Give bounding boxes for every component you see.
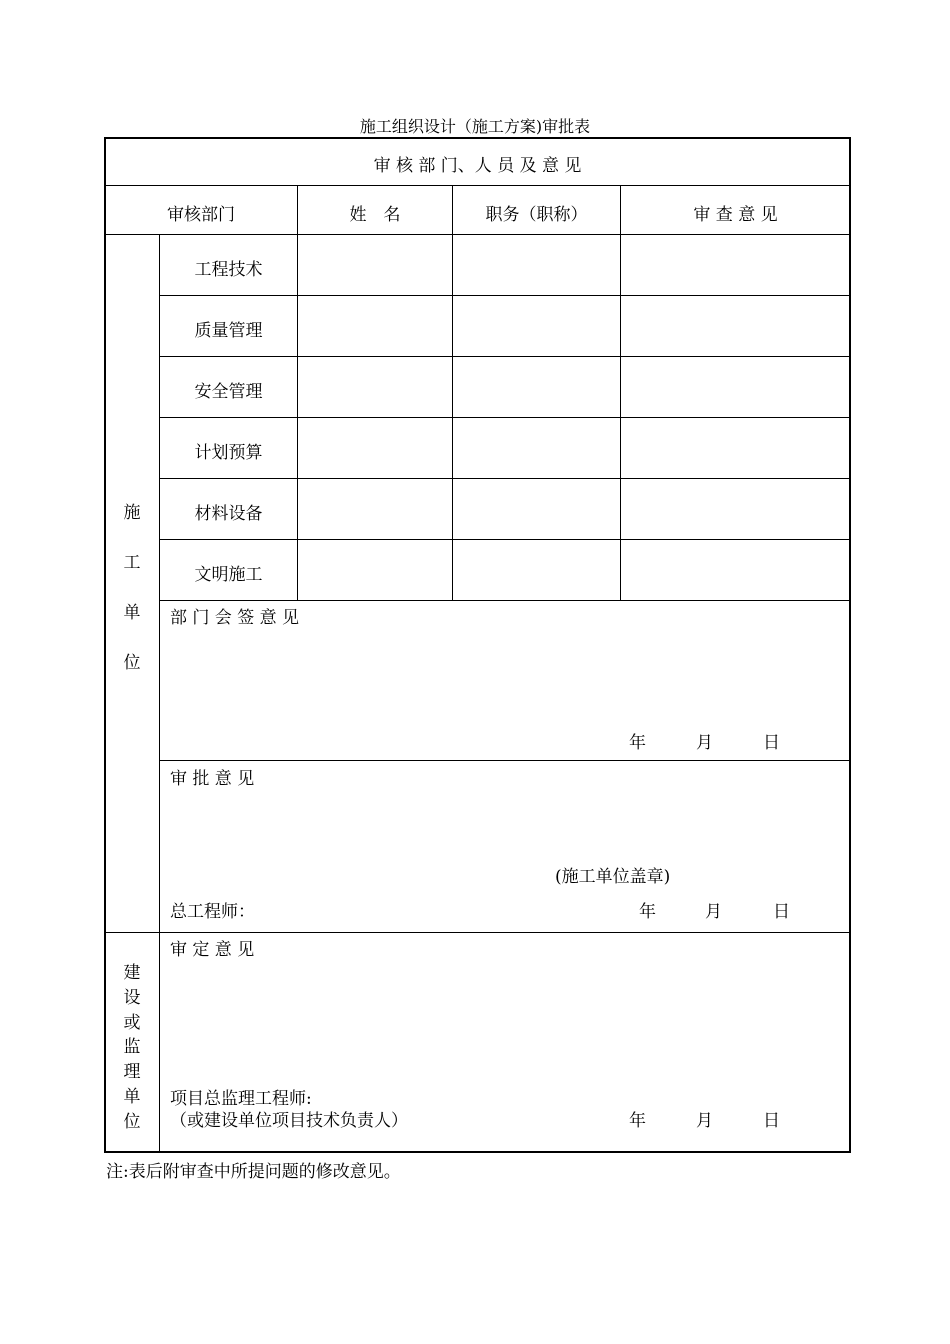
countersign-label: 部 门 会 签 意 见 (170, 608, 300, 628)
approval-date-day: 日 (773, 902, 790, 922)
final-date-year: 年 (629, 1111, 646, 1131)
divider (159, 234, 160, 1152)
divider (159, 760, 850, 761)
countersign-date-month: 月 (696, 733, 713, 753)
divider (159, 295, 850, 296)
form-title: 施工组织设计（施工方案)审批表 (359, 117, 591, 136)
divider (159, 356, 850, 357)
divider (159, 600, 850, 601)
approval-date-year: 年 (639, 902, 656, 922)
owner-label-char: 位 (123, 1112, 141, 1132)
countersign-date-day: 日 (763, 733, 780, 753)
countersign-date-year: 年 (629, 733, 646, 753)
final-review-label: 审 定 意 见 (170, 940, 255, 960)
seal-note: (施工单位盖章) (555, 867, 671, 887)
department-row-label: 文明施工 (194, 565, 263, 585)
approval-label: 审 批 意 见 (170, 769, 255, 789)
department-row-label: 安全管理 (194, 382, 263, 402)
unit-label-char: 工 (123, 553, 141, 573)
divider (620, 234, 621, 600)
divider (159, 478, 850, 479)
divider (105, 932, 850, 933)
unit-label-char: 施 (123, 503, 141, 523)
column-header-name: 姓 名 (349, 205, 401, 225)
owner-label-char: 建 (123, 963, 141, 983)
divider (297, 234, 298, 600)
table-border-bottom (104, 1151, 851, 1153)
owner-tech-lead-label: （或建设单位项目技术负责人） (170, 1111, 408, 1131)
section-header: 审 核 部 门、人 员 及 意 见 (373, 156, 582, 176)
department-row-label: 工程技术 (194, 260, 263, 280)
divider (105, 185, 850, 186)
column-header-department: 审核部门 (167, 205, 235, 225)
owner-label-char: 或 (123, 1013, 141, 1033)
divider (159, 417, 850, 418)
final-date-day: 日 (763, 1111, 780, 1131)
owner-label-char: 设 (123, 988, 141, 1008)
owner-label-char: 理 (123, 1062, 141, 1082)
column-header-position: 职务（职称） (485, 205, 588, 225)
owner-label-char: 单 (123, 1087, 141, 1107)
unit-label-char: 位 (123, 653, 141, 673)
divider (105, 234, 850, 235)
department-row-label: 材料设备 (194, 504, 263, 524)
column-header-opinion: 审 查 意 见 (693, 205, 778, 225)
final-date-month: 月 (696, 1111, 713, 1131)
approval-date-month: 月 (705, 902, 722, 922)
table-border-right (849, 137, 851, 1153)
chief-engineer-label: 总工程师： (170, 902, 255, 922)
table-border-top (104, 137, 851, 139)
department-row-label: 计划预算 (194, 443, 263, 463)
unit-label-char: 单 (123, 603, 141, 623)
footnote: 注:表后附审查中所提问题的修改意见。 (106, 1162, 401, 1182)
divider (452, 234, 453, 600)
chief-supervisor-label: 项目总监理工程师: (170, 1089, 312, 1109)
department-row-label: 质量管理 (194, 321, 263, 341)
divider (159, 539, 850, 540)
owner-label-char: 监 (123, 1037, 141, 1057)
